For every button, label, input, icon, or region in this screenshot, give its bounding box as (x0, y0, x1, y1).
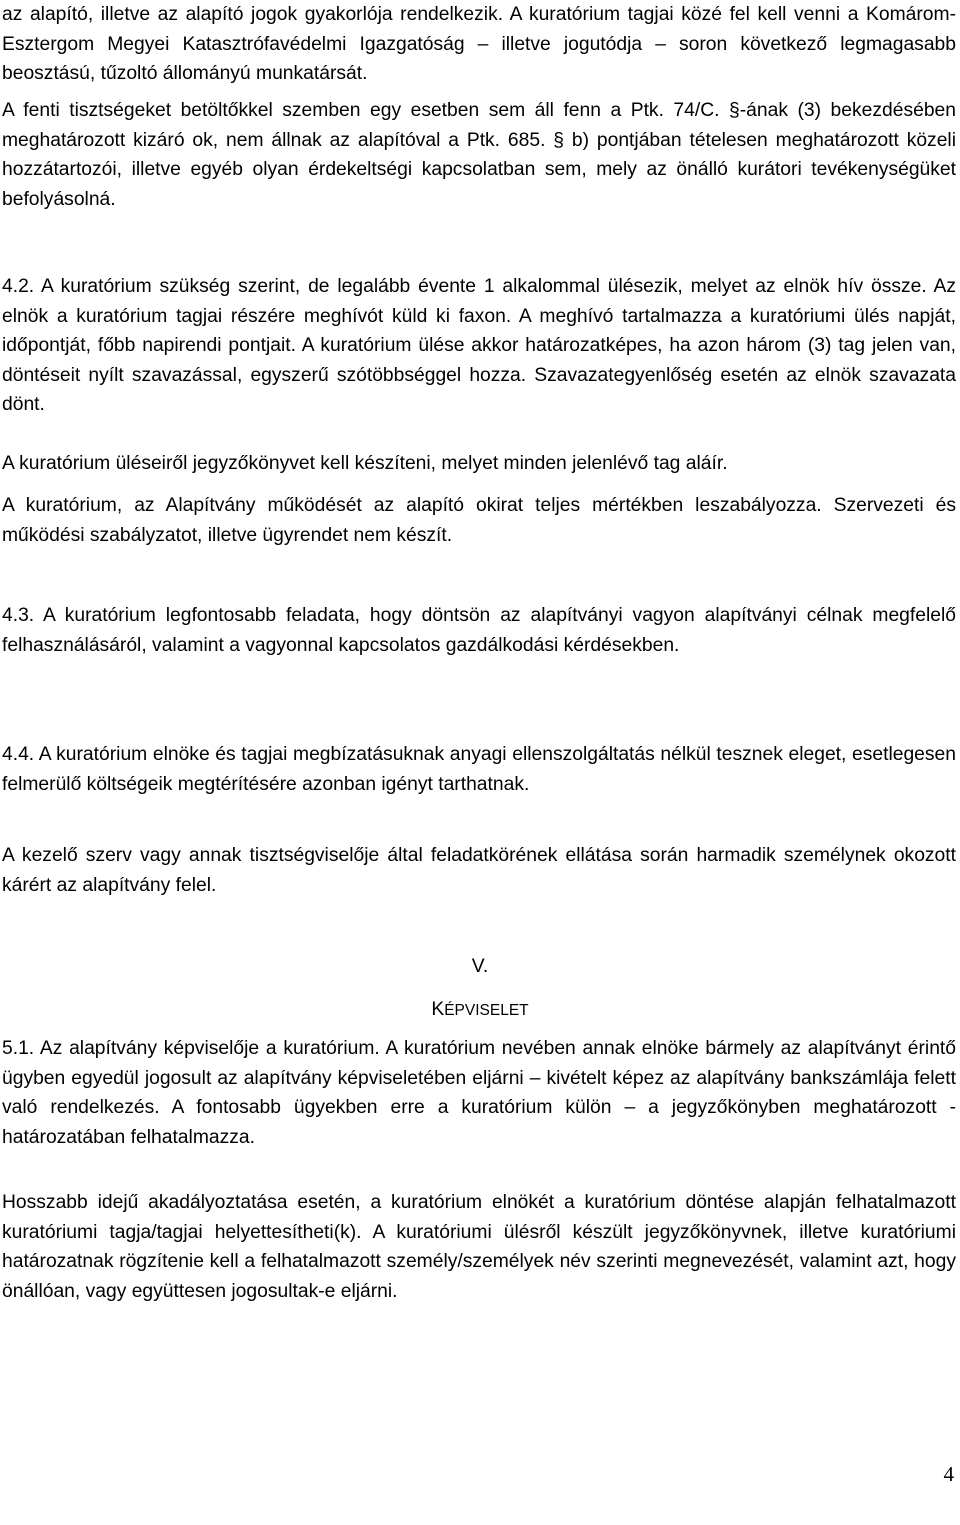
paragraph-4-2-meetings: 4.2. A kuratórium szükség szerint, de legalább évente 1 alkalommal ülésezik, melyet az elnök hív össze. Az elnök a kuratórium tagjai részére meghívót küld ki faxon. A meghívó tartalmazza a kuratóriumi ülés napját, időpontját, főbb napirendi pontjait. A kuratórium ülése akkor határozatképes, ha azon három (3) tag jelen van, döntéseit nyílt szavazással, egyszerű szótöbbséggel hozza. Szavazategyenlőség esetén az elnök szavazata dönt. (2, 276, 956, 416)
paragraph-minutes: A kuratórium üléseiről jegyzőkönyvet kell készíteni, melyet minden jelenlévő tag aláír. (2, 453, 728, 474)
paragraph-4-4-compensation: 4.4. A kuratórium elnöke és tagjai megbízatásuknak anyagi ellenszolgáltatás nélkül tesznek eleget, esetlegesen felmerülő költségeik megtérítésére azonban igényt tarthatnak. (2, 744, 956, 795)
paragraph-4-3-main-task: 4.3. A kuratórium legfontosabb feladata, hogy döntsön az alapítványi vagyon alapítványi célnak megfelelő felhasználásáról, valamint a vagyonnal kapcsolatos gazdálkodási kérdésekben. (2, 605, 956, 656)
paragraph-substitution: Hosszabb idejű akadályoztatása esetén, a kuratórium elnökét a kuratórium döntése alapján felhatalmazott kuratóriumi tagja/tagjai helyettesítheti(k). A kuratóriumi ülésről készült jegyzőkönyvnek, illetve kuratóriumi határozatnak rögzítenie kell a felhatalmazott személy/személyek név szerinti megnevezését, valamint azt, hogy önállóan, vagy együttesen jogosultak-e eljárni. (2, 1192, 956, 1302)
section-number: V. (471, 956, 489, 977)
paragraph-5-1-representation: 5.1. Az alapítvány képviselője a kuratórium. A kuratórium nevében annak elnöke bármely az alapítványt érintő ügyben egyedül jogosult az alapítvány képviseletében eljárni – kivételt képez az alapítvány bankszámlája felett való rendelkezés. A fontosabb ügyekben erre a kuratórium külön – a jegyzőkönyben meghatározott - határozatában felhatalmazza. (2, 1038, 956, 1148)
paragraph-liability: A kezelő szerv vagy annak tisztségviselője által feladatkörének ellátása során harmadik személynek okozott kárért az alapítvány felel. (2, 845, 956, 896)
paragraph-no-conflict: A fenti tisztségeket betöltőkkel szemben egy esetben sem áll fenn a Ptk. 74/C. §-ának (3) bekezdésében meghatározott kizáró ok, nem állnak az alapítóval a Ptk. 685. § b) pontjában tételesen meghatározott közeli hozzátartozói, illetve egyéb olyan érdekeltségi kapcsolatban sem, mely az önálló kurátori tevékenységüket befolyásolná. (2, 100, 956, 210)
page-number: 4 (943, 1462, 954, 1486)
paragraph-regulation: A kuratórium, az Alapítvány működését az alapító okirat teljes mértékben leszabályozza. Szervezeti és működési szabályzatot, illetve ügyrendet nem készít. (2, 495, 956, 546)
section-title-initial: K (431, 999, 445, 1020)
paragraph-founder-rights: az alapító, illetve az alapító jogok gyakorlója rendelkezik. A kuratórium tagjai közé fel kell venni a Komárom-Esztergom Megyei Katasztrófavédelmi Igazgatóság – illetve jogutódja – soron következő legmagasabb beosztású, tűzoltó állományú munkatársát. (2, 4, 956, 85)
section-title-rest: ÉPVISELET (444, 1002, 529, 1019)
section-title (0, 995, 960, 1026)
